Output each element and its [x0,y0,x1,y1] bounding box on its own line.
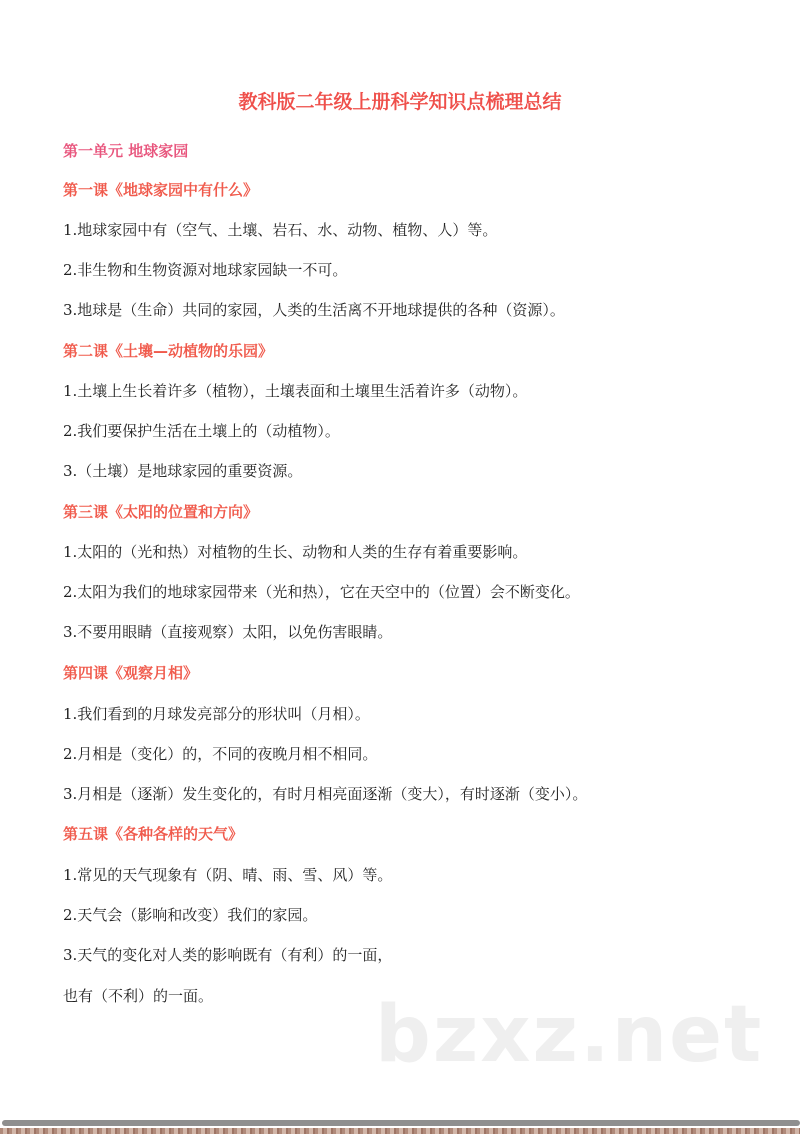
list-item: 2.天气会（影响和改变）我们的家园。 [63,906,318,924]
watermark: bzxz.net [375,990,764,1080]
list-item: 3.不要用眼睛（直接观察）太阳，以免伤害眼睛。 [63,623,393,641]
list-item: 3.地球是（生命）共同的家园，人类的生活离不开地球提供的各种（资源）。 [63,301,565,319]
list-item: 2.非生物和生物资源对地球家园缺一不可。 [63,261,348,279]
lesson-heading: 第三课《太阳的位置和方向》 [63,503,259,521]
list-item: 1.土壤上生长着许多（植物），土壤表面和土壤里生活着许多（动物）。 [63,382,528,400]
lesson-heading: 第五课《各种各样的天气》 [63,825,244,843]
list-item: 2.月相是（变化）的，不同的夜晚月相不相同。 [63,745,378,763]
list-item: 2.我们要保护生活在土壤上的（动植物）。 [63,422,340,440]
list-item: 1.地球家园中有（空气、土壤、岩石、水、动物、植物、人）等。 [63,221,498,239]
list-item: 也有（不利）的一面。 [63,987,214,1005]
horizontal-scrollbar[interactable] [2,1120,800,1126]
lesson-heading: 第一课《地球家园中有什么》 [63,181,259,199]
list-item: 3.月相是（逐渐）发生变化的，有时月相亮面逐渐（变大），有时逐渐（变小）。 [63,785,588,803]
lesson-heading: 第四课《观察月相》 [63,664,199,682]
unit-heading: 第一单元 地球家园 [63,142,189,160]
list-item: 1.常见的天气现象有（阴、晴、雨、雪、风）等。 [63,866,393,884]
list-item: 3.（土壤）是地球家园的重要资源。 [63,462,303,480]
background-strip [0,1128,800,1134]
lesson-heading: 第二课《土壤—动植物的乐园》 [63,342,274,360]
list-item: 1.我们看到的月球发亮部分的形状叫（月相）。 [63,705,370,723]
list-item: 1.太阳的（光和热）对植物的生长、动物和人类的生存有着重要影响。 [63,543,528,561]
list-item: 2.太阳为我们的地球家园带来（光和热），它在天空中的（位置）会不断变化。 [63,583,580,601]
list-item: 3.天气的变化对人类的影响既有（有利）的一面， [63,946,393,964]
document-title: 教科版二年级上册科学知识点梳理总结 [238,91,562,113]
